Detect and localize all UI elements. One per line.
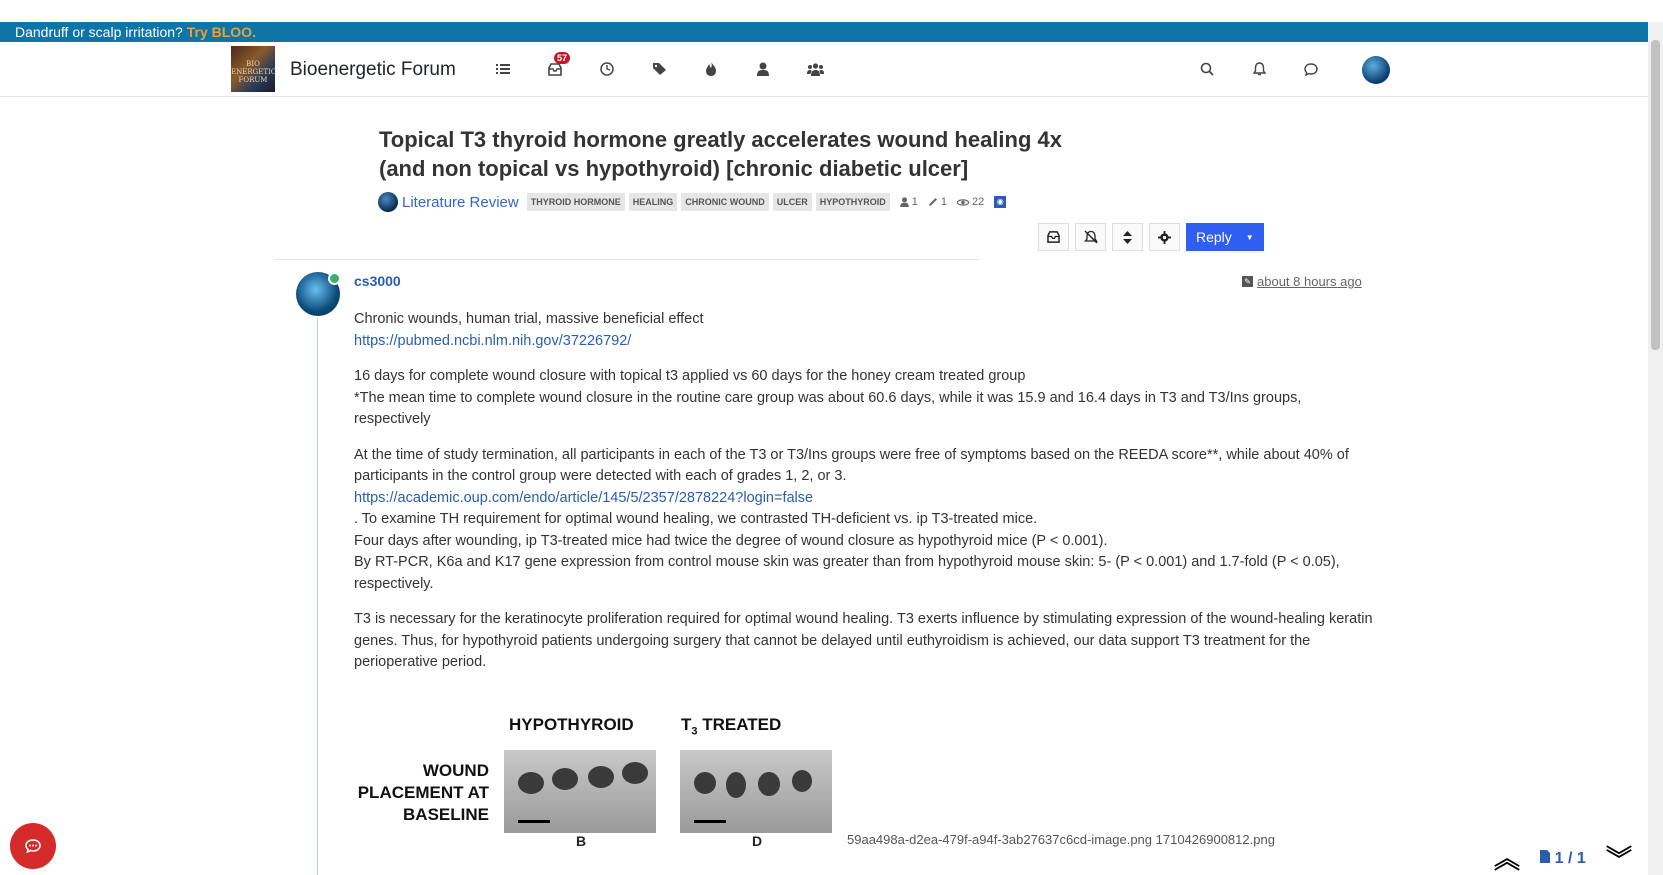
hypothyroid-photo <box>504 750 656 833</box>
topic-meta <box>378 192 1006 212</box>
inbox-button[interactable] <box>1038 223 1069 251</box>
post-text: 16 days for complete wound closure with topical t3 applied vs 60 days for the honey cream treated group <box>354 368 1026 384</box>
post-text: Four days after wounding, ip T3-treated mice had twice the degree of wound closure as hypothyroid mice (P < 0.001). <box>354 532 1108 549</box>
figure-column-label: HYPOTHYROID <box>509 715 634 734</box>
image-caption: 59aa498a-d2ea-479f-a94f-3ab27637c6cd-image.png 1710426900812.png <box>847 832 1275 847</box>
sort-button[interactable] <box>1112 223 1143 251</box>
inbox-icon <box>1047 231 1060 243</box>
promo-banner[interactable] <box>0 22 1648 42</box>
topic-title: Topical T3 thyroid hormone greatly accelerates wound healing 4x (and non topical vs hypothyroid) [chronic diabetic ulcer] <box>379 127 1062 181</box>
divider <box>275 259 980 260</box>
sort-icon <box>1123 231 1132 244</box>
post-image[interactable] <box>354 715 834 849</box>
eye-icon <box>957 198 969 207</box>
top-navbar <box>0 42 1648 97</box>
file-icon <box>1540 850 1550 863</box>
figure-panel-letter: B <box>576 833 587 849</box>
figure-column-label: $T_3$ TREATED <box>681 715 782 738</box>
category-icon <box>378 192 398 212</box>
post-text: At the time of study termination, all participants in each of the T3 or T3/Ins groups were free of symptoms based on the REEDA score**, while about 40% of participants in the control group were detected with each of grades 1, 2, or 3. <box>354 446 1349 484</box>
tag[interactable]: ULCER <box>773 193 812 211</box>
tag[interactable]: CHRONIC WOUND <box>681 193 769 211</box>
posters-count: 1 <box>900 196 918 208</box>
figure-panel-letter: D <box>752 833 763 849</box>
thread-line <box>317 318 318 875</box>
pubmed-link[interactable]: https://pubmed.ncbi.nlm.nih.gov/37226792/ <box>354 332 632 349</box>
tag[interactable]: HEALING <box>629 193 678 211</box>
tag[interactable]: THYROID HORMONE <box>527 193 625 211</box>
pencil-icon <box>928 197 938 207</box>
chat-button[interactable] <box>10 823 56 869</box>
user-avatar[interactable] <box>1362 56 1390 84</box>
user-icon <box>900 197 909 207</box>
users-icon[interactable] <box>805 59 825 79</box>
tag[interactable]: HYPOTHYROID <box>816 193 890 211</box>
forum-logo[interactable]: BIO ENERGETIC FORUM <box>231 46 275 92</box>
banner-text: Dandruff or scalp irritation? <box>15 24 187 40</box>
figure-row-label: WOUND PLACEMENT AT BASELINE <box>357 761 489 824</box>
post-text: Chronic wounds, human trial, massive beneficial effect <box>354 311 704 327</box>
online-status-icon <box>328 272 341 285</box>
bell-icon[interactable] <box>1249 59 1269 79</box>
post-text: By RT-PCR, K6a and K17 gene expression from control mouse skin was greater than from hypothyroid mouse skin: 5- (P < 0.001) and 1.7-fold (P < 0.05), respectively. <box>354 554 1340 592</box>
posts-count: 1 <box>928 196 947 208</box>
clock-icon[interactable] <box>597 59 617 79</box>
category-link[interactable]: Literature Review <box>402 193 519 211</box>
post-author[interactable]: cs3000 <box>354 273 401 289</box>
pagination-count[interactable]: 1 / 1 <box>1540 850 1586 868</box>
oup-link[interactable]: https://academic.oup.com/endo/article/145/5/2357/2878224?login=false <box>354 489 814 506</box>
fire-icon[interactable] <box>701 59 721 79</box>
list-icon[interactable] <box>493 59 513 79</box>
topic-actions <box>1038 223 1264 251</box>
search-icon[interactable] <box>1197 59 1217 79</box>
scroll-top-icon[interactable]: ︽ <box>1494 843 1521 874</box>
post-content <box>354 309 1374 688</box>
banner-cta-link[interactable]: Try BLOO. <box>186 24 256 40</box>
post-text: . To examine TH requirement for optimal wound healing, we contrasted TH-deficient vs. ip T3-treated mice. <box>354 511 1038 527</box>
chat-icon[interactable] <box>1301 59 1321 79</box>
post-timestamp[interactable]: ✎ about 8 hours ago <box>1242 274 1362 289</box>
post-pager <box>1480 842 1646 875</box>
scrollbar-thumb[interactable] <box>1651 40 1660 350</box>
user-icon[interactable] <box>753 59 773 79</box>
scroll-bottom-icon[interactable]: ︾ <box>1605 843 1632 874</box>
chat-icon <box>25 839 41 853</box>
rss-icon[interactable]: ◉ <box>994 196 1006 208</box>
t3-treated-photo <box>680 750 832 833</box>
edit-icon: ✎ <box>1242 276 1253 287</box>
post-text: T3 is necessary for the keratinocyte proliferation required for optimal wound healing. T3 exerts influence by stimulating expression of the wound-healing keratin genes. Thus, for hypothyroid patients undergoing surgery that cannot be delayed until euthyroidism is achieved, our data support T3 treatment for the perioperative period. <box>354 611 1373 670</box>
inbox-icon[interactable] <box>545 53 568 79</box>
bell-slash-icon <box>1084 230 1098 244</box>
tags-icon[interactable] <box>649 59 669 79</box>
chevron-down-icon[interactable]: ▼ <box>1245 232 1254 242</box>
reply-button[interactable]: Reply ▼ <box>1186 223 1264 251</box>
tools-button[interactable] <box>1149 223 1180 251</box>
views-count: 22 <box>957 196 984 208</box>
post-text: *The mean time to complete wound closure in the routine care group was about 60.6 days, while it was 15.9 and 16.4 days in T3 and T3/Ins groups, respectively <box>354 389 1302 427</box>
gear-icon <box>1158 231 1171 244</box>
watch-button[interactable] <box>1075 223 1106 251</box>
notification-badge: 57 <box>554 52 570 64</box>
forum-brand[interactable]: Bioenergetic Forum <box>290 59 456 80</box>
